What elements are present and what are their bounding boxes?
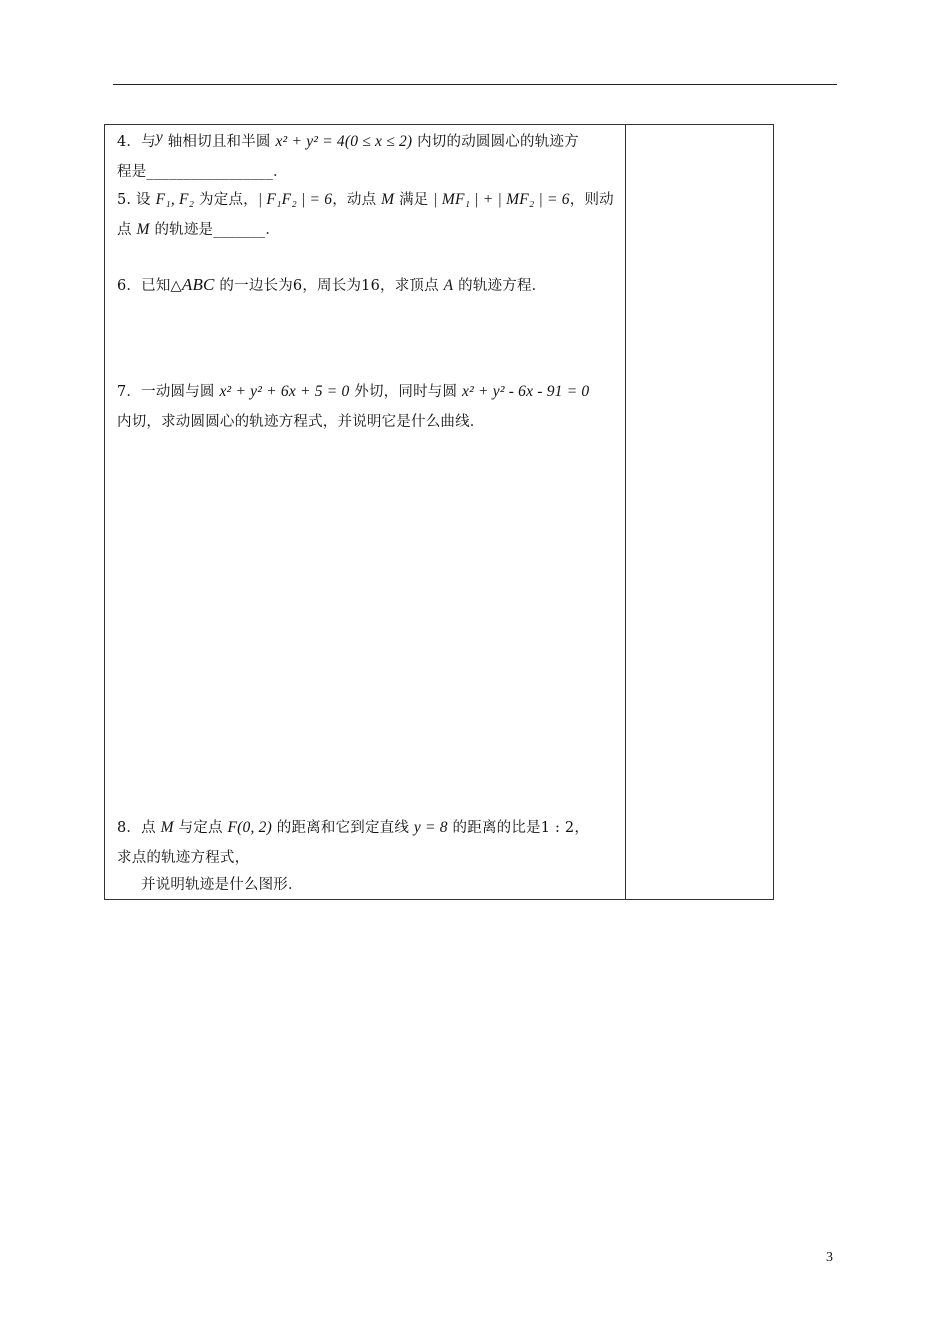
circle-2-equation: x² + y² - 6x - 91 = 0 xyxy=(462,383,590,400)
var-M: M xyxy=(136,221,150,238)
problem-4-line-1: 4．与y 轴相切且和半圆 x² + y² = 4(0 ≤ x ≤ 2) 内切的动圆圆心的轨迹方 xyxy=(117,129,579,150)
problem-7-line-2: 内切，求动圆圆心的轨迹方程式，并说明它是什么曲线． xyxy=(117,414,485,430)
fixed-point-f: F(0, 2) xyxy=(227,819,272,836)
problem-6: 6．已知△ABC 的一边长为6，周长为16，求顶点 A 的轨迹方程． xyxy=(117,275,547,294)
triangle-abc: ABC xyxy=(181,275,215,294)
var-M: M xyxy=(381,191,395,208)
semicircle-equation: x² + y² = 4(0 ≤ x ≤ 2) xyxy=(275,133,413,150)
problem-8-line-1: 8．点 M 与定点 F(0, 2) 的距离和它到定直线 y = 8 的距离的比是1 : 2， xyxy=(117,819,590,836)
worksheet-table xyxy=(104,124,774,900)
vertex-a: A xyxy=(443,277,454,294)
problem-5-line-2: 点 M 的轨迹是_______． xyxy=(117,221,281,238)
problem-5-line-1: 5. 设 F₁, F₂ 为定点，| F₁F₂ | = 6，动点 M 满足 | MF₁ | + | MF₂ | = 6，则动 xyxy=(117,191,614,208)
var-y: y xyxy=(155,129,163,146)
sum-condition: | MF₁ | + | MF₂ | = 6 xyxy=(433,191,570,208)
circle-1-equation: x² + y² + 6x + 5 = 0 xyxy=(219,383,350,400)
problem-4-line-2: 程是_________________． xyxy=(117,164,288,180)
var-M: M xyxy=(160,819,174,836)
problem-8-line-3: 并说明轨迹是什么图形． xyxy=(141,877,303,893)
problem-7-line-1: 7．一动圆与圆 x² + y² + 6x + 5 = 0 外切，同时与圆 x² + y² - 6x - 91 = 0 xyxy=(117,383,590,400)
fixed-points: F₁, F₂ xyxy=(155,191,195,208)
page-number: 3 xyxy=(826,1250,833,1265)
ratio: 1 : 2 xyxy=(540,820,575,836)
problem-8-line-2: 求点的轨迹方程式， xyxy=(117,850,250,866)
column-divider xyxy=(625,125,626,899)
distance-condition: | F₁F₂ | = 6 xyxy=(257,191,333,208)
header-rule xyxy=(113,84,837,85)
directrix: y = 8 xyxy=(413,819,448,836)
